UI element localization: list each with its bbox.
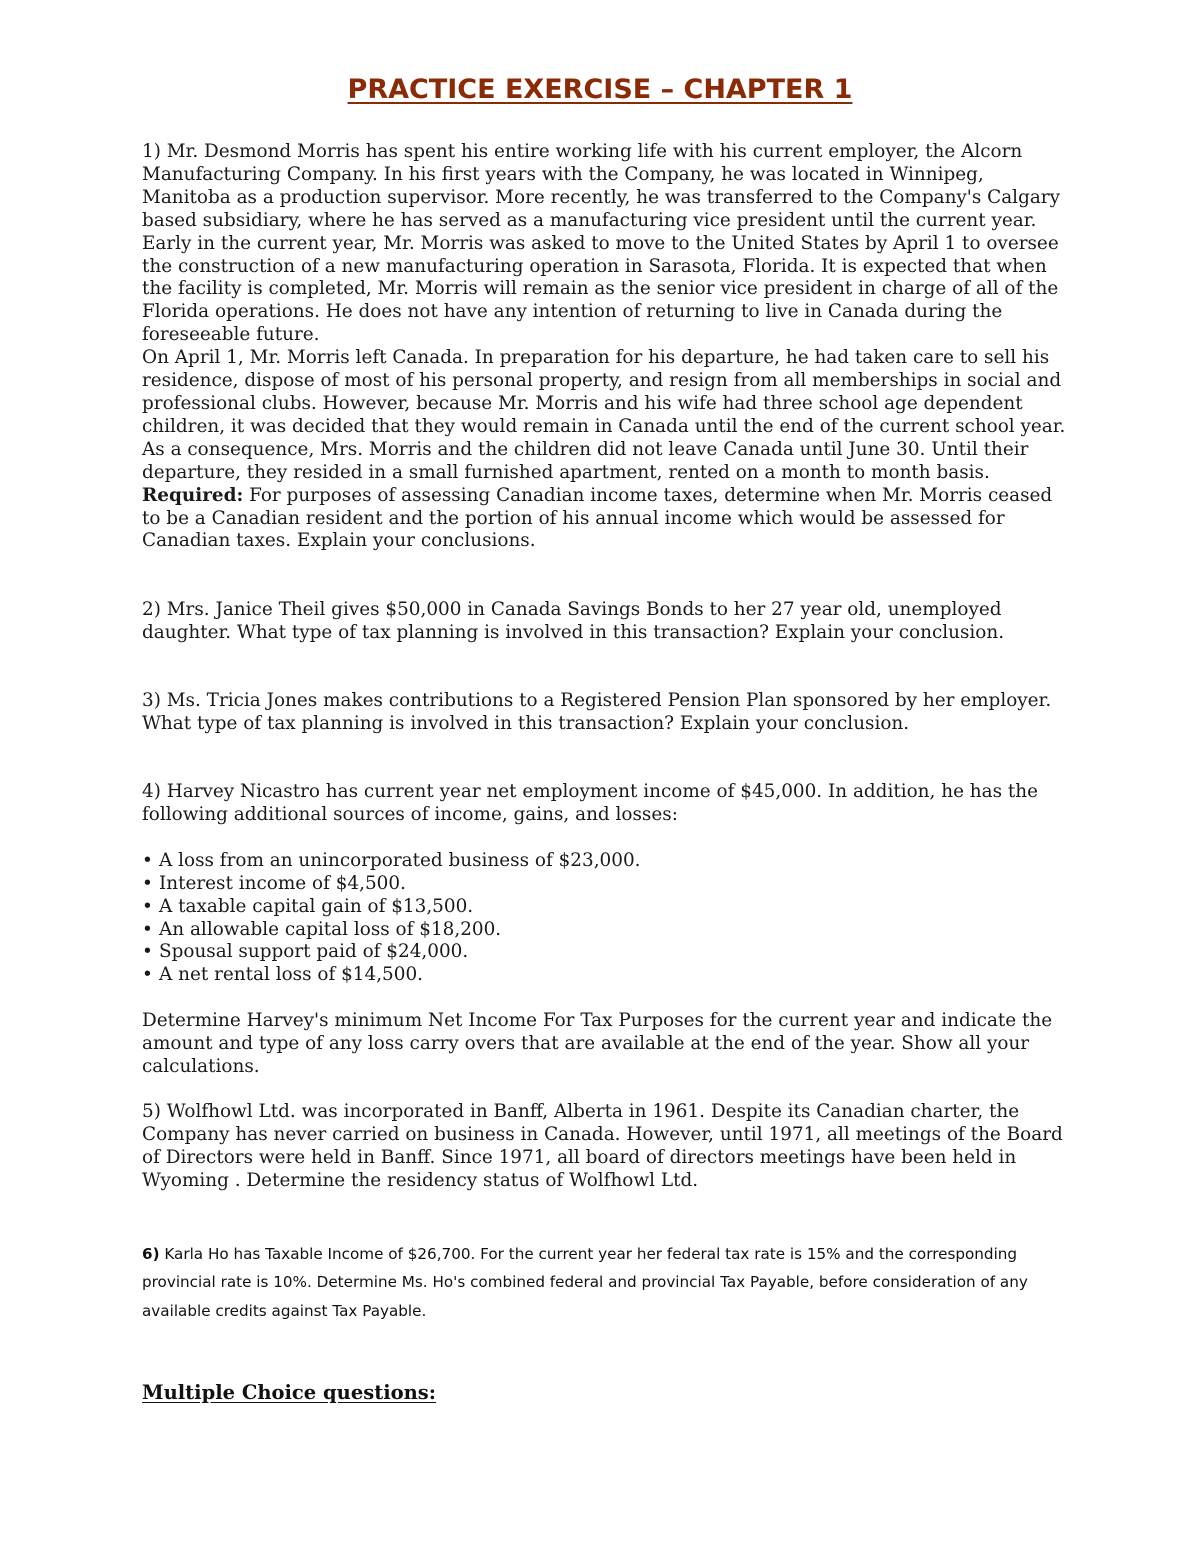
question-3-text: 3) Ms. Tricia Jones makes contributions to a Registered Pension Plan sponsored by her employer. What type of tax planning is involved in this transaction? Explain your conclusion. [142, 690, 1052, 734]
question-1-paragraph-1: 1) Mr. Desmond Morris has spent his entire working life with his current employer, the Alcorn Manufacturing Company. In his first years with the Company, he was located in Winnipeg, Manitoba as a production supervisor. More recently, he was transferred to the Company's Calgary based subsidiary, where he has served as a manufacturing vice president until the current year. Early in the current year, Mr. Morris was asked to move to the United States by April 1 to oversee the construction of a new manufacturing operation in Sarasota, Florida. It is expected that when the facility is completed, Mr. Morris will remain as the senior vice president in charge of all of the Florida operations. He does not have any intention of returning to live in Canada during the foreseeable future. [142, 141, 1060, 346]
question-5 [142, 1101, 1070, 1193]
required-text: For purposes of assessing Canadian income taxes, determine when Mr. Morris ceased to be a Canadian resident and the portion of his annual income which would be assessed for Canadian taxes. Explain your conclusions. [142, 484, 1053, 552]
list-item: • A taxable capital gain of $13,500. [142, 895, 474, 917]
spacer [142, 827, 1070, 850]
bullet-icon: • [142, 941, 153, 963]
required-label: Required: [142, 484, 244, 506]
question-2-text: 2) Mrs. Janice Theil gives $50,000 in Canada Savings Bonds to her 27 year old, unemployed daughter. What type of tax planning is involved in this transaction? Explain your conclusion. [142, 599, 1005, 643]
question-3 [142, 690, 1070, 736]
list-item: • An allowable capital loss of $18,200. [142, 918, 502, 940]
list-item: • Interest income of $4,500. [142, 872, 406, 894]
income-items-list [142, 850, 1070, 987]
question-1-required [142, 485, 1070, 554]
page-title: PRACTICE EXERCISE – CHAPTER 1 [347, 74, 853, 105]
bullet-icon: • [142, 964, 153, 986]
list-item: • A net rental loss of $14,500. [142, 964, 423, 986]
list-item: • A loss from an unincorporated business of $23,000. [142, 849, 641, 871]
question-4-task [142, 1010, 1070, 1079]
bullet-icon: • [142, 872, 153, 894]
question-6 [142, 1240, 1072, 1325]
question-4 [142, 781, 1070, 987]
bullet-icon: • [142, 895, 153, 917]
question-1 [142, 141, 1070, 553]
question-4-task-text: Determine Harvey's minimum Net Income For Tax Purposes for the current year and indicate the amount and type of any loss carry overs that are available at the end of the year. Show all your calculations. [142, 1010, 1053, 1077]
question-1-paragraph-2: On April 1, Mr. Morris left Canada. In preparation for his departure, he had taken care to sell his residence, dispose of most of his personal property, and resign from all memberships in social and professional clubs. However, because Mr. Morris and his wife had three school age dependent children, it was decided that they would remain in Canada until the end of the current school year. As a consequence, Mrs. Morris and the children did not leave Canada until June 30. Until their departure, they resided in a small furnished apartment, rented on a month to month basis. [142, 347, 1066, 483]
question-5-text: 5) Wolfhowl Ltd. was incorporated in Banff, Alberta in 1961. Despite its Canadian charter, the Company has never carried on business in Canada. However, until 1971, all meetings of the Board of Directors were held in Banff. Since 1971, all board of directors meetings have been held in Wyoming . Determine the residency status of Wolfhowl Ltd. [142, 1101, 1063, 1191]
question-6-text: Karla Ho has Taxable Income of $26,700. For the current year her federal tax rate is 15% and the corresponding provincial rate is 10%. Determine Ms. Ho's combined federal and provincial Tax Payable, before consideration of any available credits against Tax Payable. [142, 1245, 1028, 1320]
question-2 [142, 599, 1070, 645]
multiple-choice-heading: Multiple Choice questions: [142, 1381, 436, 1404]
bullet-icon: • [142, 849, 153, 871]
bullet-icon: • [142, 918, 153, 940]
list-item: • Spousal support paid of $24,000. [142, 941, 469, 963]
question-4-intro: 4) Harvey Nicastro has current year net employment income of $45,000. In addition, he has the following additional sources of income, gains, and losses: [142, 781, 1039, 825]
question-6-number: 6) [142, 1245, 160, 1263]
